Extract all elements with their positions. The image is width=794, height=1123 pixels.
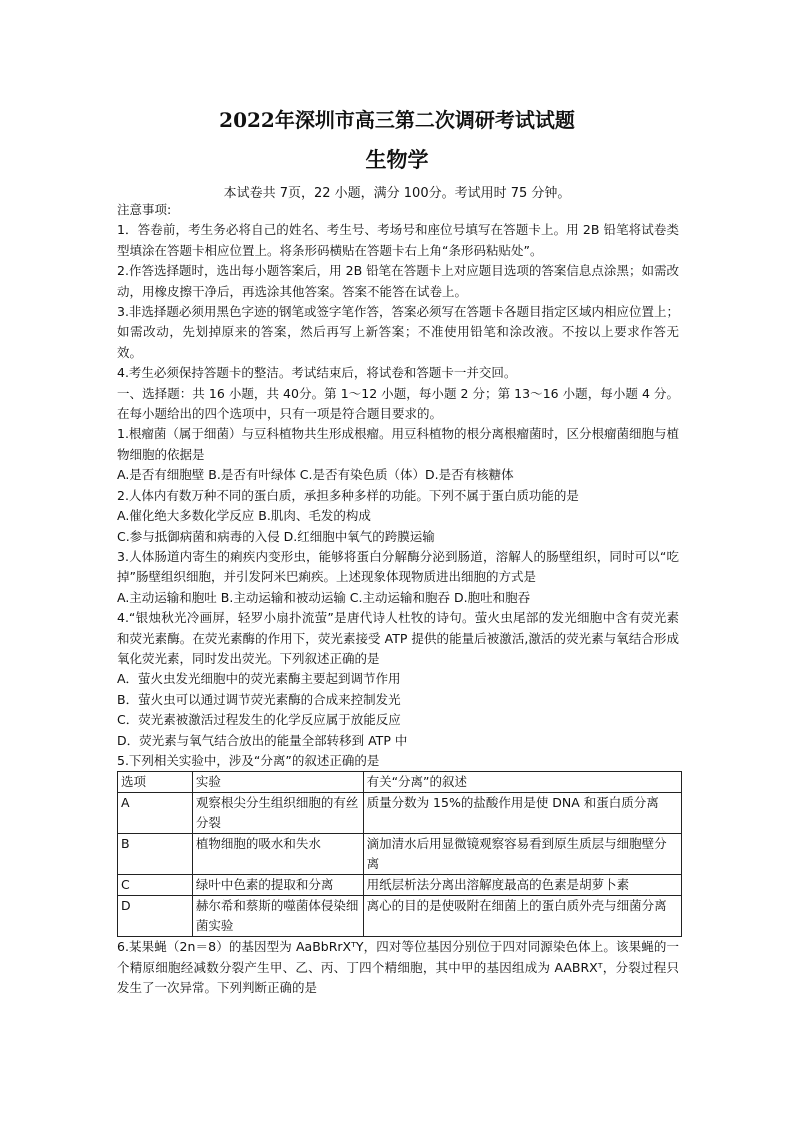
- table-header-row: [118, 772, 682, 793]
- table-header-cell: 有关“分离”的叙述: [363, 772, 681, 793]
- notice-item-2: 2.作答选择题时，选出每小题答案后，用 2B 铅笔在答题卡上对应题目选项的答案信息点涂黑；如需改动，用橡皮擦干净后，再选涂其他答案。答案不能答在试卷上。: [117, 263, 679, 299]
- table-cell: 赫尔希和蔡斯的噬菌体侵染细菌实验: [192, 896, 363, 937]
- notice-item-3: 3.非选择题必须用黑色字迹的钢笔或签字笔作答，答案必须写在答题卡各题目指定区域内相应位置上；如需改动，先划掉原来的答案，然后再写上新答案；不准使用铅笔和涂改液。不按以上要求作答无效。: [117, 304, 679, 360]
- table-cell: 观察根尖分生组织细胞的有丝分裂: [192, 793, 363, 834]
- exam-title: 2022年深圳市高三第二次调研考试试题: [219, 108, 575, 132]
- subject-title: 生物学: [365, 147, 429, 172]
- question-2-options-cd: C.参与抵御病菌和病毒的入侵 D.红细胞中氧气的跨膜运输: [117, 528, 435, 544]
- exam-body: [117, 200, 679, 999]
- table-cell: C: [118, 875, 193, 896]
- notice-item-1: 1．答卷前，考生务必将自己的姓名、考生号、考场号和座位号填写在答题卡上。用 2B 铅笔将试卷类型填涂在答题卡相应位置上。将条形码横贴在答题卡右上角“条形码粘贴处”。: [117, 222, 679, 258]
- table-cell: 绿叶中色素的提取和分离: [192, 875, 363, 896]
- table-cell: A: [118, 793, 193, 834]
- question-1-stem: 1.根瘤菌（属于细菌）与豆科植物共生形成根瘤。用豆科植物的根分离根瘤菌时，区分根瘤菌细胞与植物细胞的依据是: [117, 426, 679, 462]
- section-intro: 一、选择题：共 16 小题，共 40分。第 1～12 小题，每小题 2 分；第 13～16 小题，每小题 4 分。在每小题给出的四个选项中，只有一项是符合题目要求的。: [117, 385, 679, 422]
- question-4-option-b: B．萤火虫可以通过调节荧光素酶的合成来控制发光: [117, 691, 401, 707]
- table-cell: 质量分数为 15%的盐酸作用是使 DNA 和蛋白质分离: [363, 793, 681, 834]
- question-3-options: A.主动运输和胞吐 B.主动运输和被动运输 C.主动运输和胞吞 D.胞吐和胞吞: [117, 589, 531, 605]
- table-row: [118, 834, 682, 875]
- question-4-option-d: D．荧光素与氧气结合放出的能量全部转移到 ATP 中: [117, 732, 408, 748]
- question-5-table: [117, 771, 682, 937]
- table-row: [118, 793, 682, 834]
- notice-item-4: 4.考生必须保持答题卡的整洁。考试结束后，将试卷和答题卡一并交回。: [117, 365, 517, 381]
- table-cell: 植物细胞的吸水和失水: [192, 834, 363, 875]
- question-6-stem: 6.某果蝇（2n＝8）的基因型为 AaBbRrXᵀY，四对等位基因分别位于四对同源染色体上。该果蝇的一个精原细胞经减数分裂产生甲、乙、丙、丁四个精细胞，其中甲的基因组成为 AABRXᵀ，分裂过程只发生了一次异常。下列判断正确的是: [117, 939, 679, 996]
- table-cell: 离心的目的是使吸附在细菌上的蛋白质外壳与细菌分离: [363, 896, 681, 937]
- notice-heading: 注意事项:: [117, 202, 172, 217]
- question-4-option-a: A．萤火虫发光细胞中的荧光素酶主要起到调节作用: [117, 671, 401, 687]
- question-2-stem: 2.人体内有数万种不同的蛋白质，承担多种多样的功能。下列不属于蛋白质功能的是: [117, 487, 579, 503]
- question-4-option-c: C．荧光素被激活过程发生的化学反应属于放能反应: [117, 712, 401, 728]
- table-header-cell: 实验: [192, 772, 363, 793]
- table-cell: 用纸层析法分离出溶解度最高的色素是胡萝卜素: [363, 875, 681, 896]
- table-cell: D: [118, 896, 193, 937]
- table-header-cell: 选项: [118, 772, 193, 793]
- question-3-stem: 3.人体肠道内寄生的痢疾内变形虫，能够将蛋白分解酶分泌到肠道，溶解人的肠壁组织，同时可以“吃掉”肠壁组织细胞，并引发阿米巴痢疾。上述现象体现物质进出细胞的方式是: [117, 548, 679, 585]
- exam-info: 本试卷共 7页，22 小题，满分 100分。考试用时 75 分钟。: [223, 186, 571, 201]
- question-4-stem: 4.“银烛秋光冷画屏，轻罗小扇扑流萤”是唐代诗人杜牧的诗句。萤火虫尾部的发光细胞中含有荧光素和荧光素酶。在荧光素酶的作用下，荧光素接受 ATP 提供的能量后被激活,激活的荧光素与氧结合形成氧化荧光素，同时发出荧光。下列叙述正确的是: [117, 610, 679, 666]
- table-cell: B: [118, 834, 193, 875]
- question-2-options-ab: A.催化绝大多数化学反应 B.肌肉、毛发的构成: [117, 508, 371, 524]
- table-cell: 滴加清水后用显微镜观察容易看到原生质层与细胞壁分离: [363, 834, 681, 875]
- question-5-stem: 5.下列相关实验中，涉及“分离”的叙述正确的是: [117, 752, 380, 768]
- table-row: [118, 875, 682, 896]
- table-row: [118, 896, 682, 937]
- question-1-options: A.是否有细胞壁 B.是否有叶绿体 C.是否有染色质（体）D.是否有核糖体: [117, 467, 514, 483]
